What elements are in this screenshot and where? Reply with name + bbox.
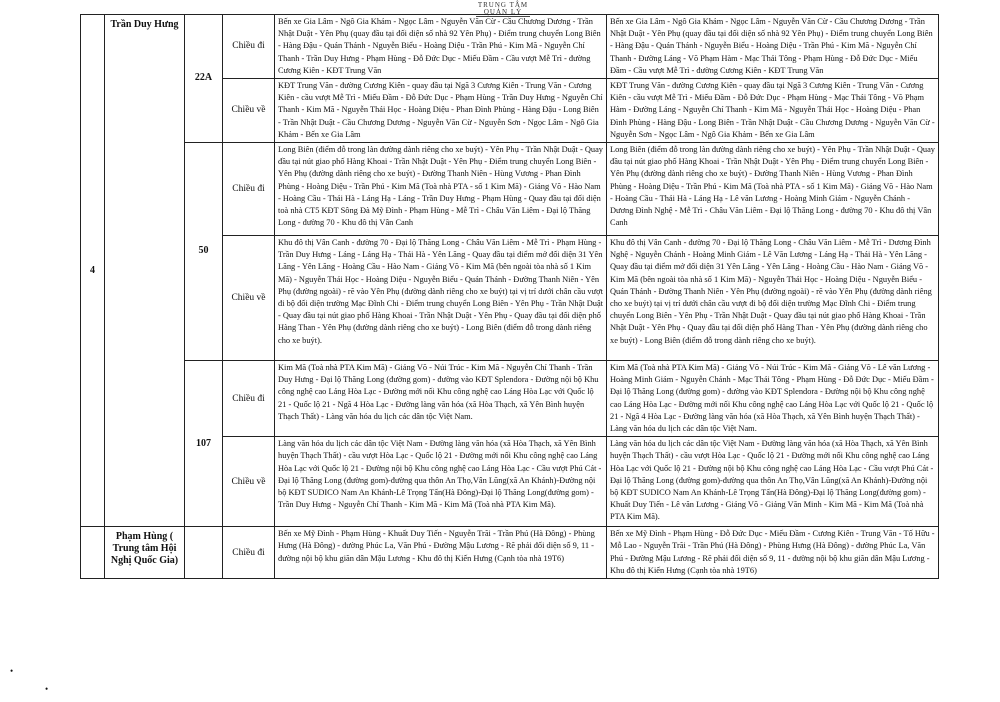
route-number: 107: [185, 361, 223, 527]
direction-label: Chiều về: [223, 236, 275, 361]
document-stamp: TRUNG TÂM QUẢN LÝ: [477, 1, 529, 16]
footer-mark: •: [10, 666, 14, 676]
table-row: [81, 15, 939, 79]
direction-label: Chiều về: [223, 437, 275, 527]
route-number: 50: [185, 143, 223, 361]
direction-label: Chiều đi: [223, 361, 275, 437]
direction-label: Chiều đi: [223, 143, 275, 236]
new-route-text: Bến xe Mỹ Đình - Phạm Hùng - Đỗ Đức Dục - Miếu Đầm - Cương Kiên - Trung Văn - Tố Hữu - Mỗ Lao - Nguyễn Trãi - Trần Phú (Hà Đông) - Phùng Hưng (Hà Đông) - đường Phúc La, Văn Phú - Đường Mậu Lương - Rẽ phải đối diện số 9, 11 - đường nội bộ khu giãn dân Mậu Lương - Khu đô thị Kiến Hưng (Cạnh tòa nhà 19T6): [607, 527, 939, 579]
new-route-text: KĐT Trung Văn - đường Cương Kiên - quay đầu tại Ngã 3 Cương Kiên - Trung Văn - Cương Kiên - cầu vượt Mễ Trì - Miếu Đầm - Đỗ Đức Dục - Phạm Hùng - Mạc Thái Tông - Võ Phạm Hàm - Đường Láng - Nguyễn Chí Thanh - Kim Mã - Nguyễn Thái Học - Hoàng Diệu - Phan Đình Phùng - Hàng Đậu - Long Biên - Trần Nhật Duật - Cầu Chương Dương - Nguyễn Văn Cừ - Nguyễn Sơn - Ngọc Lâm - Ngô Gia Khảm - Bến xe Gia Lâm: [607, 79, 939, 143]
stt-cell: 4: [81, 15, 105, 527]
new-route-text: Kim Mã (Toà nhà PTA Kim Mã) - Giảng Võ - Núi Trúc - Kim Mã - Giảng Võ - Lê văn Lương - Hoàng Minh Giám - Nguyễn Chánh - Mạc Thái Tông - Phạm Hùng - Đỗ Đức Dục - Miếu Đầm - Đại lộ Thăng Long (đường gom) - đường vào KĐT Splendora - Đường nội bộ Khu công nghệ cao Láng Hòa Lạc - Đường mới nối Khu công nghệ cao Láng Hòa Lạc với Quốc lộ 21 - Quốc lộ 21 - Ngã 4 Hòa Lạc - Đường làng văn hóa (xã Hòa Thạch, xã Yên Bình huyện Thạch Thất) - Làng văn hóa du lịch các dân tộc Việt Nam.: [607, 361, 939, 437]
route-number: 22A: [185, 15, 223, 143]
stt-cell: [81, 527, 105, 579]
bus-route-table: [80, 14, 939, 579]
old-route-text: KĐT Trung Văn - đường Cương Kiên - quay đầu tại Ngã 3 Cương Kiên - Trung Văn - Cương Kiên - cầu vượt Mễ Trì - Miếu Đầm - Đỗ Đức Dục - Phạm Hùng - Trần Duy Hưng - Nguyễn Chí Thanh - Kim Mã - Nguyễn Thái Học - Hoàng Diệu - Phan Đình Phùng - Hàng Đậu - Long Biên - Trần Nhật Duật - Cầu Chương Dương - Nguyễn Văn Cừ - Nguyễn Sơn - Ngọc Lâm - Ngô Gia Khảm - Bến xe Gia Lâm: [275, 79, 607, 143]
table-row: [81, 361, 939, 437]
old-route-text: Bến xe Mỹ Đình - Phạm Hùng - Khuất Duy Tiến - Nguyễn Trãi - Trần Phú (Hà Đông) - Phùng Hưng (Hà Đông) - đường Phúc La, Văn Phú - Đường Mậu Lương - Rẽ phải đối diện số 9, 11 - đường nội bộ khu giãn dân Mậu Lương - Khu đô thị Kiến Hưng (Cạnh tòa nhà 19T6): [275, 527, 607, 579]
new-route-text: Làng văn hóa du lịch các dân tộc Việt Nam - Đường làng văn hóa (xã Hòa Thạch, xã Yên Bình huyện Thạch Thất) - cầu vượt Hòa Lạc - Quốc lộ 21 - Đường mới nối Khu công nghệ cao Láng Hòa Lạc với Quốc lộ 21 - Đường nội bộ Khu công nghệ cao Láng Hòa Lạc - Cầu vượt Phú Cát - Đại lộ Thăng Long (đường gom)-đường qua thôn An Thọ,Vân Lũng(xã An Khánh)-Đường nội bộ KĐT SUDICO Nam An Khánh-Lê Trọng Tấn(Hà Đông)-Đại lộ Thăng Long(đường gom) - Khuất Duy Tiến - Lê văn Lương - Giảng Võ - Giảng Văn Minh - Kim Mã - Kim Mã (Toà nhà PTA Kim Mã).: [607, 437, 939, 527]
route-number: [185, 527, 223, 579]
old-route-text: Khu đô thị Vân Canh - đường 70 - Đại lộ Thăng Long - Châu Văn Liêm - Mễ Trì - Phạm Hùng - Trần Duy Hưng - Láng - Láng Hạ - Thái Hà - Yên Lãng - Quay đầu tại điểm mở đối diện 31 Yên Lãng - Yên Lãng - Hoàng Cầu - Hào Nam - Giảng Võ - Kim Mã (bên ngoài tòa nhà số 1 Kim Mã) - Nguyễn Thái Học - Hoàng Diệu - Nguyễn Biểu - Quán Thánh - Đường Thanh Niên - Yên Phụ (đường ngoài) - rẽ vào Yên Phụ (đường dành riêng cho xe buýt) tại vị trí dưới chân cầu vượt đi bộ đối diện trường Mạc Đĩnh Chi - Điểm trung chuyển Long Biên - Yên Phụ - Trần Nhật Duật - Quay đầu tại nút giao phố Hàng Khoai - Trần Nhật Duật - Yên Phụ - Quay đầu tại đối diện phố Hàng Than - Yên Phụ (đường dành riêng cho xe buýt) - Long Biên (điểm đỗ trong dành riêng cho xe buýt).: [275, 236, 607, 361]
station-name: Trần Duy Hưng: [105, 15, 185, 527]
new-route-text: Bến xe Gia Lâm - Ngô Gia Khảm - Ngọc Lâm - Nguyễn Văn Cừ - Cầu Chương Dương - Trần Nhật Duật - Yên Phụ (quay đầu tại đối diện số nhà 92 Yên Phụ) - Điểm trung chuyển Long Biên - Hàng Đậu - Quán Thánh - Nguyễn Biểu - Hoàng Diệu - Trần Phú - Kim Mã - Nguyễn Chí Thanh - Đường Láng - Võ Phạm Hàm - Mạc Thái Tông - Phạm Hùng - Đỗ Đức Dục - Miếu Đầm - Cầu vượt Mễ Trì - đường Cương Kiên - KĐT Trung Văn: [607, 15, 939, 79]
old-route-text: Làng văn hóa du lịch các dân tộc Việt Nam - Đường làng văn hóa (xã Hòa Thạch, xã Yên Bình huyện Thạch Thất) - cầu vượt Hòa Lạc - Quốc lộ 21 - Đường mới nối Khu công nghệ cao Láng Hòa Lạc với Quốc lộ 21 - Đường nội bộ Khu công nghệ cao Láng Hòa Lạc - Cầu vượt Phú Cát - Đại lộ Thăng Long (đường gom)-đường qua thôn An Thọ,Vân Lũng(xã An Khánh)-Đường nội bộ KĐT SUDICO Nam An Khánh-Lê Trọng Tấn(Hà Đông)-Đại lộ Thăng Long(đường gom) - Trần Duy Hưng - Nguyễn Chí Thanh - Kim Mã - Kim Mã (Toà nhà PTA Kim Mã).: [275, 437, 607, 527]
new-route-text: Khu đô thị Vân Canh - đường 70 - Đại lộ Thăng Long - Châu Văn Liêm - Mễ Trì - Dương Đình Nghệ - Nguyễn Chánh - Hoàng Minh Giám - Lê Văn Lương - Láng Hạ - Thái Hà - Yên Lãng - Quay đầu tại điểm mở đối diện 31 Yên Lãng - Yên Lãng - Hoàng Cầu - Hào Nam - Giảng Võ - Kim Mã (bên ngoài tòa nhà số 1 Kim Mã) - Nguyễn Thái Học - Hoàng Diệu - Nguyễn Biểu - Quán Thánh - Đường Thanh Niên - Yên Phụ (đường ngoài) - rẽ vào Yên Phụ (đường dành riêng cho xe buýt) tại vị trí dưới chân cầu vượt đi bộ đối diện trường Mạc Đĩnh Chi - Điểm trung chuyển Long Biên - Yên Phụ - Trần Nhật Duật - Quay đầu tại nút giao phố Hàng Khoai - Trần Nhật Duật - Yên Phụ - Quay đầu tại đối diện phố Hàng Than - Yên Phụ (đường dành riêng cho xe buýt) - Long Biên (điểm đỗ trong dành riêng cho xe buýt).: [607, 236, 939, 361]
direction-label: Chiều đi: [223, 527, 275, 579]
station-name: Phạm Hùng ( Trung tâm Hội Nghị Quốc Gia): [105, 527, 185, 579]
footer-mark: •: [45, 684, 49, 694]
new-route-text: Long Biên (điểm đỗ trong làn đường dành riêng cho xe buýt) - Yên Phụ - Trần Nhật Duật - Quay đầu tại nút giao phố Hàng Khoai - Trần Nhật Duật - Yên Phụ - Điểm trung chuyển Long Biên - Yên Phụ (đường dành riêng cho xe buýt) - Đường Thanh Niên - Hùng Vương - Phan Đình Phùng - Hoàng Diệu - Trần Phú - Kim Mã (Toà nhà PTA - số 1 Kim Mã) - Giảng Võ - Hào Nam - Hoàng Cầu - Thái Hà - Láng Hạ - Lê văn Lương - Hoàng Minh Giám - Nguyễn Chánh - Dương Đình Nghệ - Mễ Trì - Châu Văn Liêm - Đại lộ Thăng Long - đường 70 - Khu đô thị Vân Canh: [607, 143, 939, 236]
direction-label: Chiều về: [223, 79, 275, 143]
table-row: [81, 527, 939, 579]
old-route-text: Long Biên (điểm đỗ trong làn đường dành riêng cho xe buýt) - Yên Phụ - Trần Nhật Duật - Quay đầu tại nút giao phố Hàng Khoai - Trần Nhật Duật - Yên Phụ - Điểm trung chuyển Long Biên - Yên Phụ (đường dành riêng cho xe buýt) - Đường Thanh Niên - Hùng Vương - Phan Đình Phùng - Hoàng Diệu - Trần Phú - Kim Mã (Toà nhà PTA - số 1 Kim Mã) - Giảng Võ - Hào Nam - Hoàng Cầu - Thái Hà - Láng Hạ - Láng - Trần Duy Hưng - Phạm Hùng - Quay đầu tại đối diện toà nhà CT5 KĐT Sông Đà Mỹ Đình - Phạm Hùng - Mễ Trì - Châu Văn Liêm - Đại lộ Thăng Long - đường 70 - Khu đô thị Vân Canh: [275, 143, 607, 236]
old-route-text: Bến xe Gia Lâm - Ngô Gia Khảm - Ngọc Lâm - Nguyễn Văn Cừ - Cầu Chương Dương - Trần Nhật Duật - Yên Phụ (quay đầu tại đối diện số nhà 92 Yên Phụ) - Điểm trung chuyển Long Biên - Hàng Đậu - Quán Thánh - Nguyễn Biểu - Hoàng Diệu - Trần Phú - Kim Mã - Nguyễn Chí Thanh - Trần Duy Hưng - Phạm Hùng - Đỗ Đức Dục - Miếu Đầm - Cầu vượt Mễ Trì - đường Cương Kiên - KĐT Trung Văn: [275, 15, 607, 79]
table-row: [81, 143, 939, 236]
old-route-text: Kim Mã (Toà nhà PTA Kim Mã) - Giảng Võ - Núi Trúc - Kim Mã - Nguyễn Chí Thanh - Trần Duy Hưng - Đại lộ Thăng Long (đường gom) - đường vào KĐT Splendora - Đường nội bộ Khu công nghệ cao Láng Hòa Lạc - Đường mới nối Khu công nghệ cao Láng Hòa Lạc với Quốc lộ 21 - Quốc lộ 21 - Ngã 4 Hòa Lạc - Đường làng văn hóa (xã Hòa Thạch, xã Yên Bình huyện Thạch Thất) - Làng văn hóa du lịch các dân tộc Việt Nam.: [275, 361, 607, 437]
direction-label: Chiều đi: [223, 15, 275, 79]
